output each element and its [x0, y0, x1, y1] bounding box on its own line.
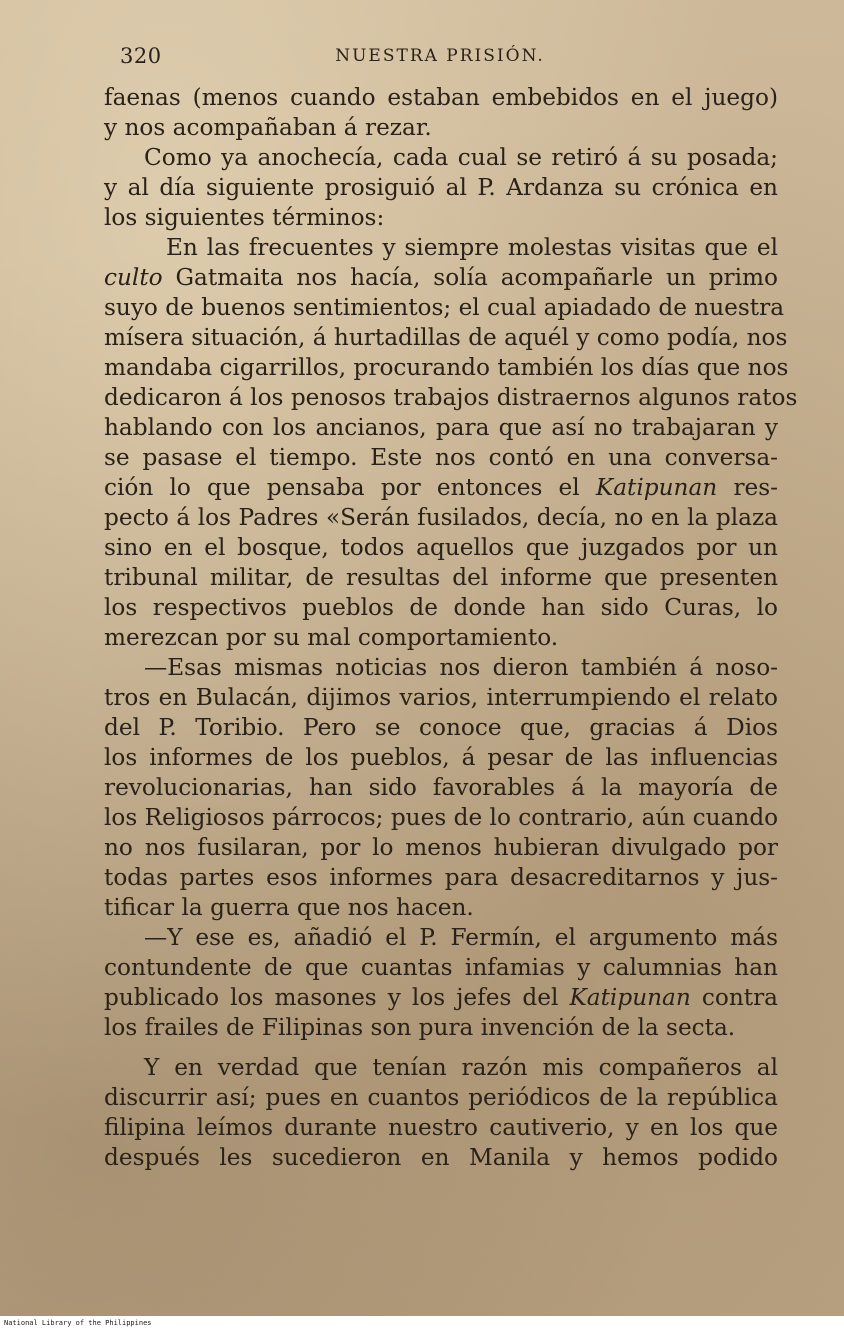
text-line: dedicaron á los penosos trabajos distraernos algunos ratos	[104, 384, 798, 411]
text-line: los respectivos pueblos de donde han sido Curas, lo	[104, 594, 778, 621]
text-line: después les sucedieron en Manila y hemos podido	[104, 1144, 778, 1171]
text-line: se pasase el tiempo. Este nos contó en una conversa-	[104, 444, 778, 471]
text-line: —Esas mismas noticias nos dieron también á noso-	[144, 654, 778, 681]
scan-credit: National Library of the Philippines	[4, 1319, 152, 1327]
text-line: revolucionarias, han sido favorables á la mayoría de	[104, 774, 778, 801]
text-line: En las frecuentes y siempre molestas visitas que el	[166, 234, 778, 261]
text-line: filipina leímos durante nuestro cautiverio, y en los que	[104, 1114, 778, 1141]
text-line: —Y ese es, añadió el P. Fermín, el argumento más	[144, 924, 778, 951]
text-line: no nos fusilaran, por lo menos hubieran divulgado por	[104, 834, 778, 861]
text-line: los frailes de Filipinas son pura invención de la secta.	[104, 1014, 736, 1041]
text-line: tros en Bulacán, dijimos varios, interrumpiendo el relato	[104, 684, 778, 711]
text-line: ción lo que pensaba por entonces el Katipunan res-	[104, 474, 778, 501]
text-line: Como ya anochecía, cada cual se retiró á su posada;	[144, 144, 778, 171]
text-line: discurrir así; pues en cuantos periódicos de la república	[104, 1084, 778, 1111]
page-number: 320	[120, 44, 162, 68]
text-line: los Religiosos párrocos; pues de lo contrario, aún cuando	[104, 804, 779, 831]
text-line: hablando con los ancianos, para que así no trabajaran y	[104, 414, 778, 441]
text-line: todas partes esos informes para desacreditarnos y jus-	[104, 864, 778, 891]
text-line: y nos acompañaban á rezar.	[104, 114, 432, 141]
text-line: los informes de los pueblos, á pesar de las influencias	[104, 744, 778, 771]
text-line: mandaba cigarrillos, procurando también los días que nos	[104, 354, 789, 381]
text-line: los siguientes términos:	[104, 204, 385, 231]
italic-word: culto	[104, 264, 163, 291]
text-line: tificar la guerra que nos hacen.	[104, 894, 474, 921]
text-line: sino en el bosque, todos aquellos que juzgados por un	[104, 534, 778, 561]
text-line: suyo de buenos sentimientos; el cual apiadado de nuestra	[104, 294, 785, 321]
text-line: faenas (menos cuando estaban embebidos en el juego)	[104, 84, 778, 111]
italic-word: Katipunan	[569, 984, 691, 1011]
text-line: tribunal militar, de resultas del informe que presenten	[104, 564, 778, 591]
text-line: y al día siguiente prosiguió al P. Ardanza su crónica en	[104, 174, 778, 201]
text-line: mísera situación, á hurtadillas de aquél y como podía, nos	[104, 324, 788, 351]
text-line: publicado los masones y los jefes del Katipunan contra	[104, 984, 778, 1011]
text-line: pecto á los Padres «Serán fusilados, decía, no en la plaza	[104, 504, 778, 531]
italic-word: Katipunan	[595, 474, 718, 501]
text-line: merezcan por su mal comportamiento.	[104, 624, 559, 651]
running-title: NUESTRA PRISIÓN.	[335, 46, 545, 66]
text-line: Y en verdad que tenían razón mis compañeros al	[144, 1054, 778, 1081]
text-line: culto Gatmaita nos hacía, solía acompañarle un primo	[104, 264, 778, 291]
text-line: del P. Toribio. Pero se conoce que, gracias á Dios	[104, 714, 778, 741]
text-line: contundente de que cuantas infamias y calumnias han	[104, 954, 778, 981]
page-header	[102, 44, 778, 74]
